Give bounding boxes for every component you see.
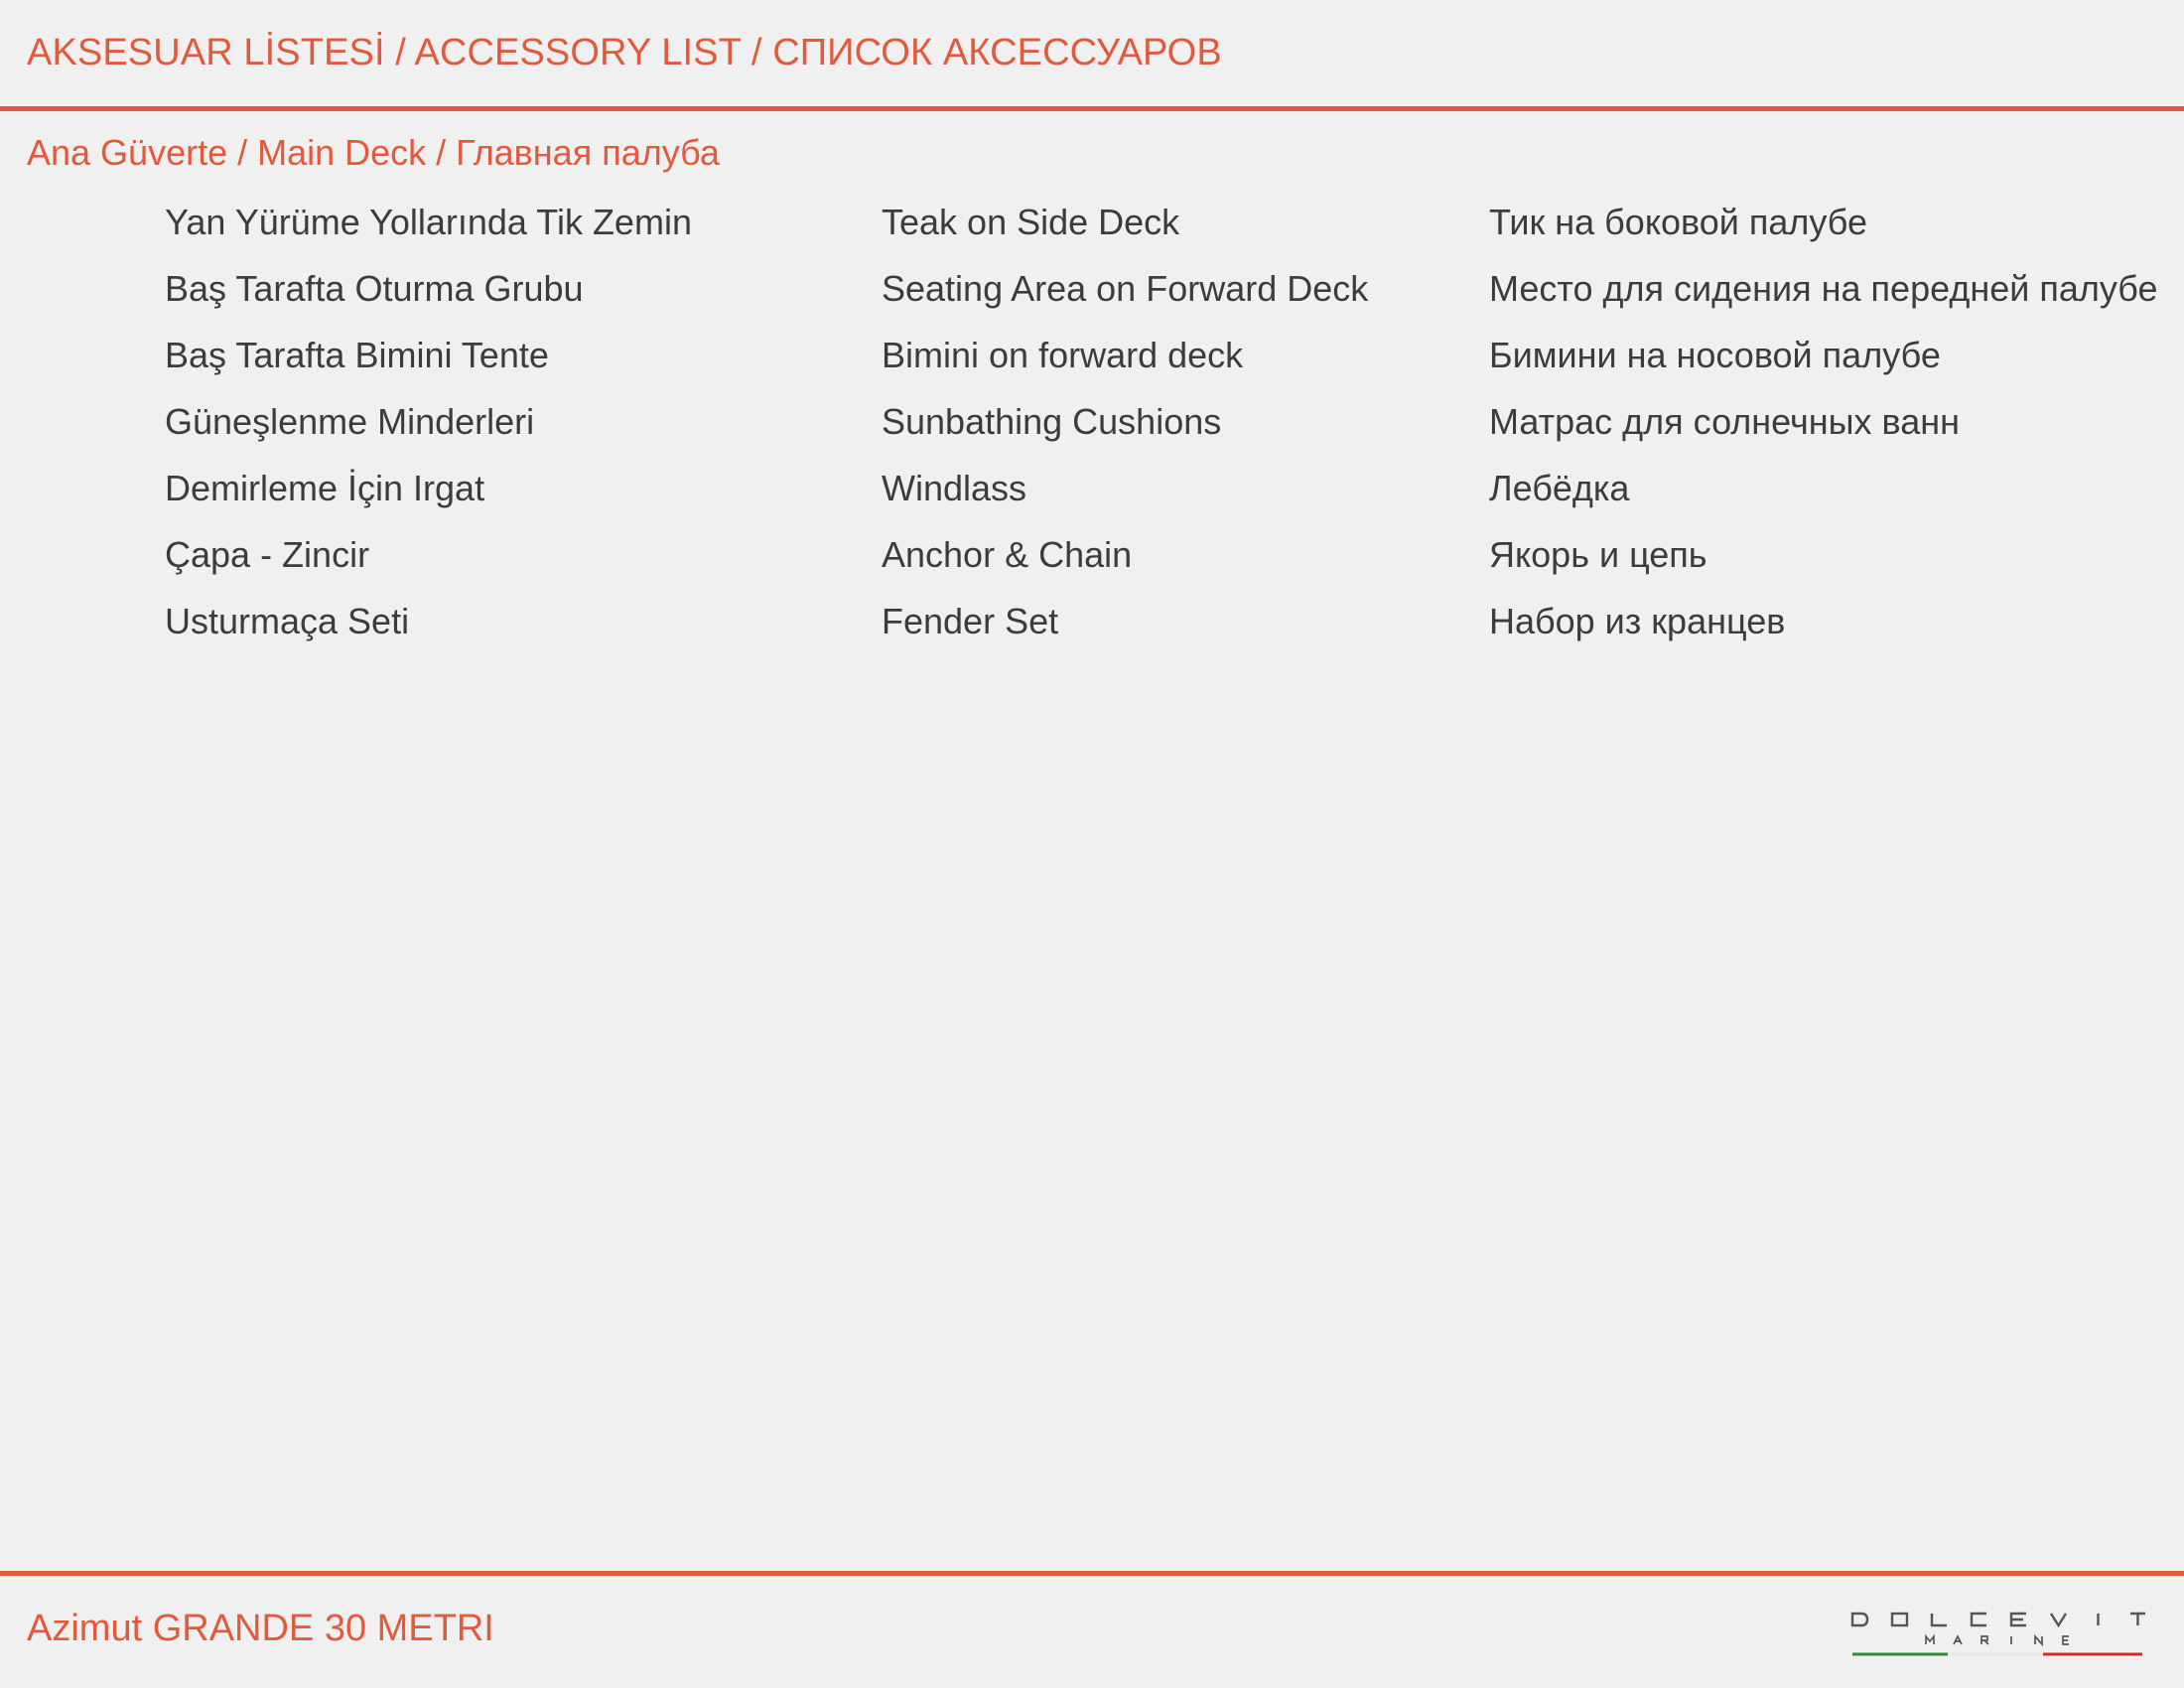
item-name-russian: Бимини на носовой палубе [1489, 335, 1941, 375]
item-name-turkish: Baş Tarafta Bimini Tente [165, 335, 549, 375]
item-name-russian: Набор из кранцев [1489, 601, 1786, 641]
item-name-english: Anchor & Chain [882, 534, 1133, 575]
item-name-turkish: Baş Tarafta Oturma Grubu [165, 268, 584, 309]
item-name-turkish: Çapa - Zincir [165, 534, 370, 575]
table-row [0, 199, 2184, 265]
table-row [0, 531, 2184, 598]
page-header [0, 0, 2184, 111]
item-name-english: Teak on Side Deck [882, 202, 1180, 242]
table-row [0, 265, 2184, 332]
table-row [0, 398, 2184, 465]
item-name-english: Windlass [882, 468, 1027, 508]
section-title: Ana Güverte / Main Deck / Главная палуба [27, 132, 720, 173]
item-name-turkish: Yan Yürüme Yollarında Tik Zemin [165, 202, 692, 242]
item-name-russian: Якорь и цепь [1489, 534, 1707, 575]
item-name-russian: Лебёдка [1489, 468, 1630, 508]
item-name-turkish: Demirleme İçin Irgat [165, 468, 485, 508]
item-name-english: Bimini on forward deck [882, 335, 1244, 375]
table-row [0, 332, 2184, 398]
item-name-russian: Тик на боковой палубе [1489, 202, 1868, 242]
dolcevita-marine-logo [1848, 1609, 2146, 1668]
item-name-turkish: Usturmaça Seti [165, 601, 410, 641]
accessory-table [0, 199, 2184, 664]
item-name-turkish: Güneşlenme Minderleri [165, 401, 535, 442]
item-name-russian: Место для сидения на передней палубе [1489, 268, 2158, 309]
footer-model-name: Azimut GRANDE 30 METRI [27, 1608, 494, 1649]
item-name-english: Seating Area on Forward Deck [882, 268, 1369, 309]
item-name-russian: Матрас для солнечных ванн [1489, 401, 1961, 442]
page-title: AKSESUAR LİSTESİ / ACCESSORY LIST / СПИСОК АКСЕССУАРОВ [27, 32, 1222, 73]
item-name-english: Sunbathing Cushions [882, 401, 1222, 442]
table-row [0, 465, 2184, 531]
page-footer [0, 1571, 2184, 1688]
table-row [0, 598, 2184, 664]
item-name-english: Fender Set [882, 601, 1059, 641]
